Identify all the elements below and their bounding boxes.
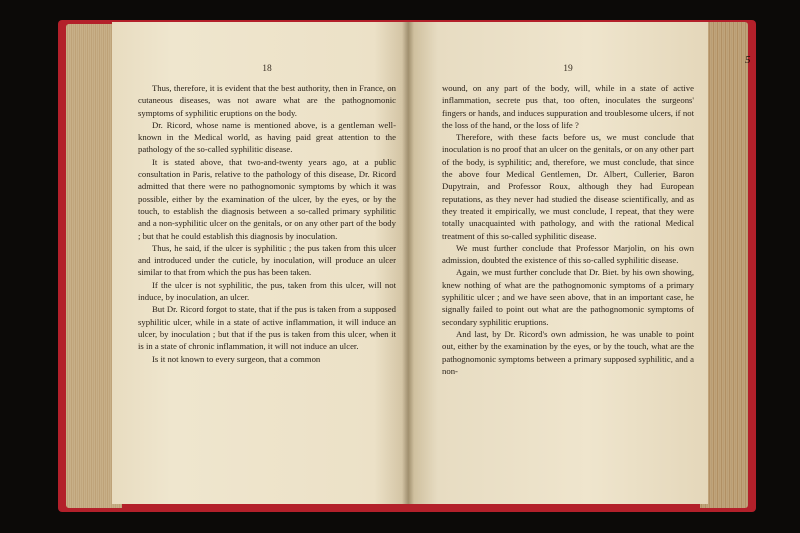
paragraph: wound, on any part of the body, will, while in a state of active inflammation, secrete pus that, too often, inoculates the surgeons' fingers or hands, and induces suppuration and troublesome ulcers, if not the loss of the hand, or the loss of life ? xyxy=(442,83,694,130)
paragraph: And last, by Dr. Ricord's own admission, he was unable to point out, either by the examination by the eyes, or by the touch, what are the pathognomonic symptoms between a primary supposed syphilitic, and a non- xyxy=(442,328,694,376)
page-number-right: 19 xyxy=(563,64,573,74)
page-number-left: 18 xyxy=(262,64,272,74)
paragraph: Thus, therefore, it is evident that the best authority, then in France, on cutaneous diseases, was not aware what are the pathognomonic symptoms of syphilitic eruptions on the body. xyxy=(138,83,396,118)
paragraph: We must further conclude that Professor Marjolin, on his own admission, doubted the existence of this so-called syphilitic disease. xyxy=(442,242,694,266)
paragraph: But Dr. Ricord forgot to state, that if the pus is taken from a supposed syphilitic ulcer, while in a state of active inflammation, it will induce an ulcer, by inoculation ; but that if the pus is taken from this ulcer, when it is in a state of chronic inflammation, it will not induce an ulcer. xyxy=(138,304,396,352)
right-page xyxy=(408,22,708,504)
book-gutter xyxy=(402,22,414,504)
left-page xyxy=(112,22,410,504)
paragraph: Therefore, with these facts before us, we must conclude that inoculation is no proof that an ulcer on the genitals, or on any other part of the body, is syphilitic; and, therefore, we must conclude, that since the above four Medical Gentlemen, Dr. Albert, Cullerier, Baron Dupytrain, and Professor Roux, although they had European reputations, as they never had studied the disease scientifically, and as they treated it empirically, we must conclude, I repeat, that they were totally unacquainted with pathology, and with the rational Medical treatment of this so-called syphilitic disease. xyxy=(442,132,694,241)
paragraph: It is stated above, that two-and-twenty years ago, at a public consultation in Paris, relative to the pathology of this disease, Dr. Ricord admitted that there were no pathognomonic symptoms by which it was possible, either by the examination of the ulcer, by the eyes, or by the touch, to establish the diagnosis between a so-called primary syphilitic and a non-syphilitic ulcer on the genitals, or on any other part of the body ; but that he could establish this diagnosis by inoculation. xyxy=(138,156,396,241)
paragraph: Is it not known to every surgeon, that a common xyxy=(152,353,321,364)
paragraph: Again, we must further conclude that Dr. Biet. by his own showing, knew nothing of what are the pathognomonic symptoms of a primary syphilitic ulcer ; and we have seen above, that in an important case, he signally failed to point out what are the pathognomonic symptoms of secondary syphilitic eruptions. xyxy=(442,267,694,327)
paragraph: Dr. Ricord, whose name is mentioned above, is a gentleman well-known in the Medical world, as having paid great attention to the pathology of the so-called syphilitic disease. xyxy=(138,119,396,155)
paragraph: If the ulcer is not syphilitic, the pus, taken from this ulcer, will not induce, by inoculation, an ulcer. xyxy=(138,279,396,303)
margin-pencil-mark: 5 xyxy=(745,54,751,66)
paragraph: Thus, he said, if the ulcer is syphilitic ; the pus taken from this ulcer and introduced under the cuticle, by inoculation, will produce an ulcer similar to that from which the pus has been taken. xyxy=(138,242,396,278)
